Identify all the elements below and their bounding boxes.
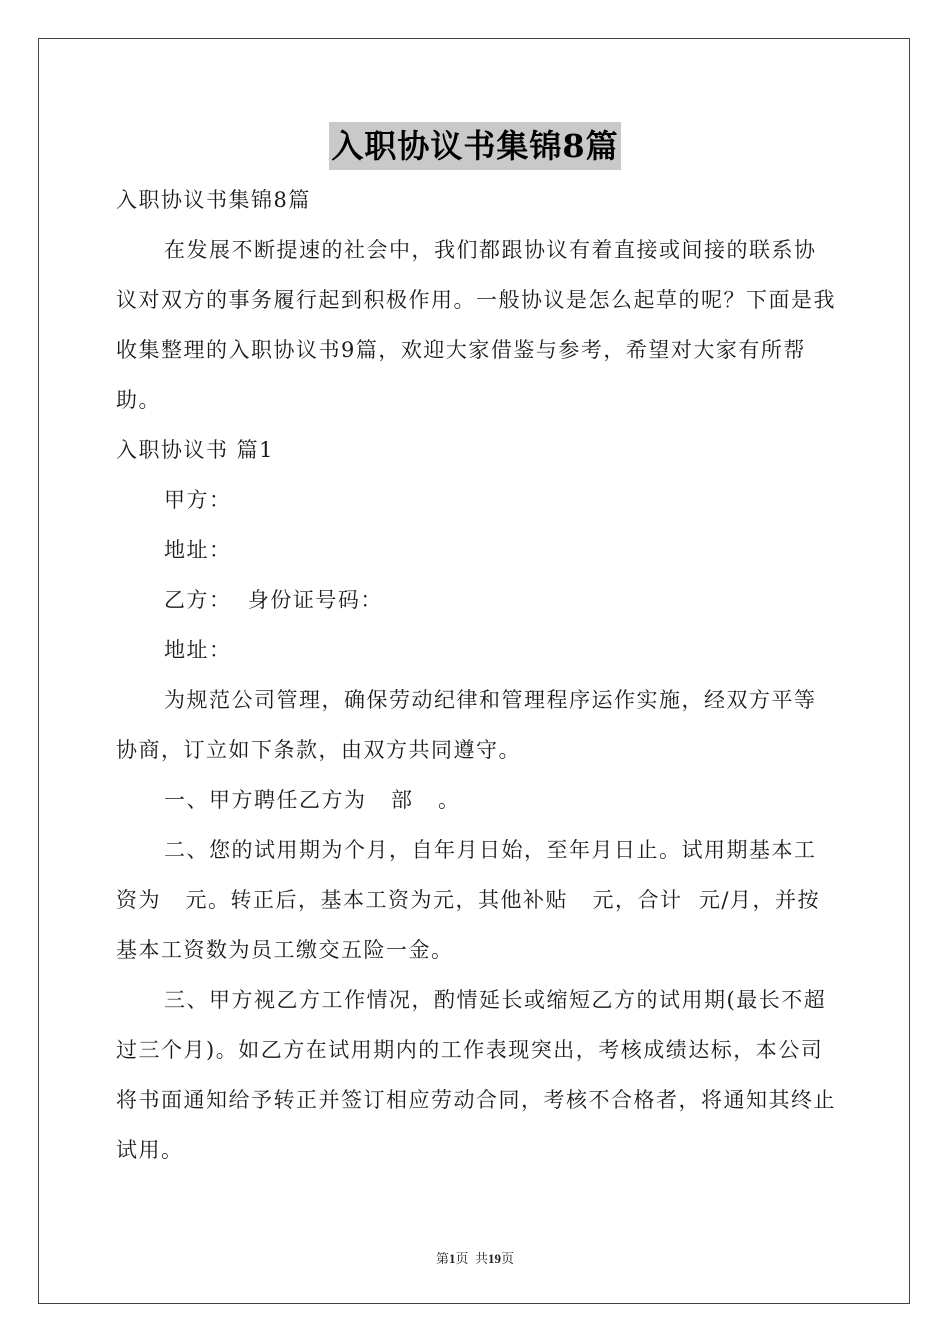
footer-page-mid: 页 共	[455, 1251, 488, 1266]
clause-2: 二、您的试用期为个月，自年月日始，至年月日止。试用期基本工资为 元。转正后，基本工资为元，其他补贴 元，合计 元/月，并按基本工资数为员工缴交五险一金。	[116, 838, 820, 962]
footer-page-current: 1	[448, 1251, 456, 1266]
section-heading: 入职协议书 篇1	[116, 438, 275, 462]
page-footer	[0, 1248, 950, 1267]
party-a-label: 甲方：	[164, 488, 232, 512]
party-b-label: 乙方： 身份证号码：	[164, 588, 383, 612]
document-subtitle: 入职协议书集锦8篇	[116, 188, 311, 212]
document-title: 入职协议书集锦8篇	[329, 122, 620, 170]
address-b-label: 地址：	[164, 638, 232, 662]
clause-3: 三、甲方视乙方工作情况，酌情延长或缩短乙方的试用期(最长不超过三个月)。如乙方在试用期内的工作表现突出，考核成绩达标，本公司将书面通知给予转正并签订相应劳动合同，考核不合格者，将通知其终止试用。	[116, 988, 836, 1162]
footer-page-total: 19	[488, 1251, 501, 1266]
title-container	[0, 122, 950, 170]
address-a-label: 地址：	[164, 538, 232, 562]
intro-paragraph: 在发展不断提速的社会中，我们都跟协议有着直接或间接的联系协议对双方的事务履行起到积极作用。一般协议是怎么起草的呢？下面是我收集整理的入职协议书9篇，欢迎大家借鉴与参考，希望对大家有所帮助。	[116, 238, 836, 412]
document-body	[116, 175, 838, 1175]
footer-page-prefix: 第	[435, 1251, 449, 1266]
clause-1: 一、甲方聘任乙方为 部 。	[164, 788, 461, 812]
footer-page-suffix: 页	[501, 1251, 515, 1266]
clause-preamble: 为规范公司管理，确保劳动纪律和管理程序运作实施，经双方平等协商，订立如下条款，由双方共同遵守。	[116, 688, 817, 762]
